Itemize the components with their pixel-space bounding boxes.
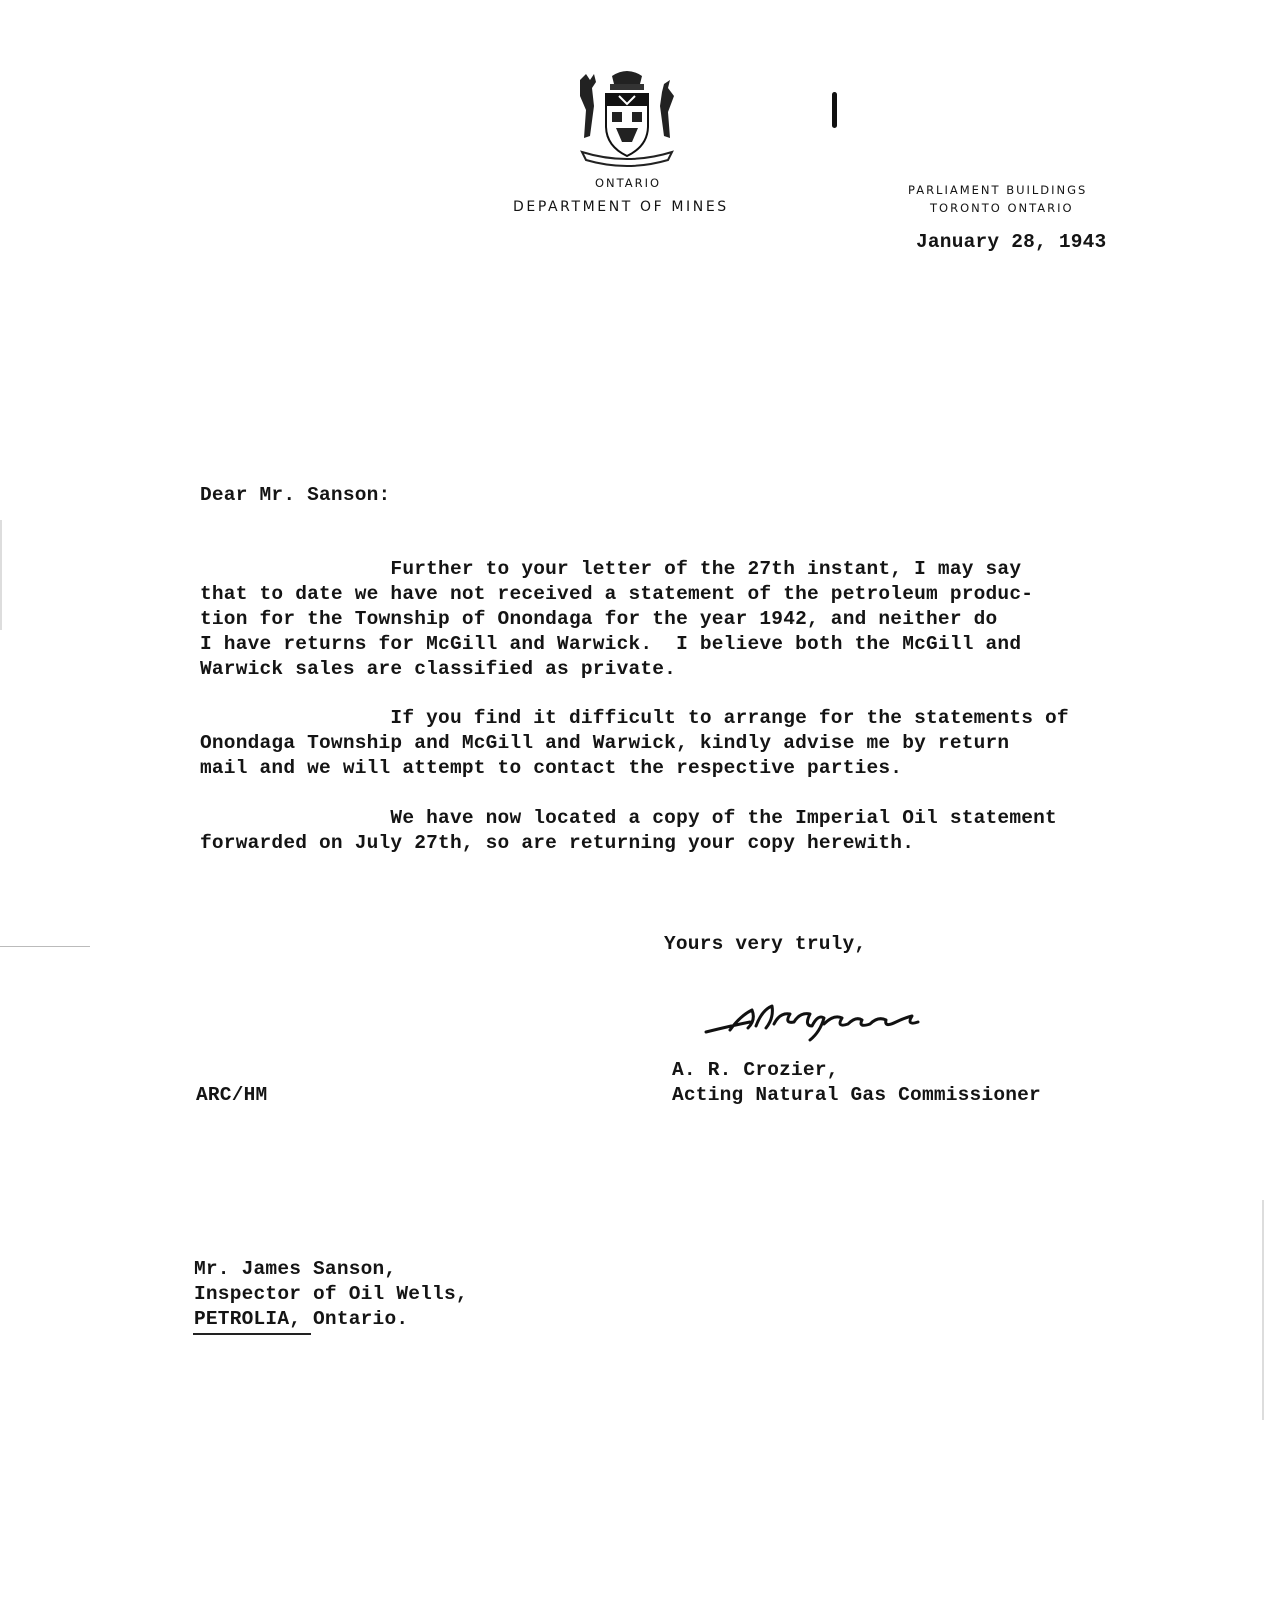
recipient-city: PETROLIA, — [194, 1308, 302, 1330]
body-line: Warwick sales are classified as private. — [200, 658, 677, 680]
body-line: We have now located a copy of the Imperial Oil statement — [200, 807, 1057, 829]
body-paragraph-3 — [200, 806, 1110, 856]
recipient-line-3 — [194, 1307, 408, 1332]
body-line: forwarded on July 27th, so are returning your copy herewith. — [200, 832, 915, 854]
body-line: Further to your letter of the 27th instant, I may say — [200, 558, 1022, 580]
province-label: ONTARIO — [595, 176, 662, 190]
recipient-line-1: Mr. James Sanson, — [194, 1258, 397, 1280]
signer-name: A. R. Crozier, — [672, 1059, 839, 1081]
department-label: DEPARTMENT OF MINES — [513, 199, 729, 215]
city-underline — [193, 1333, 311, 1335]
recipient-province: Ontario. — [301, 1308, 409, 1330]
closing: Yours very truly, — [664, 933, 867, 955]
scan-artifact — [0, 520, 2, 630]
body-line: tion for the Township of Onondaga for the year 1942, and neither do — [200, 608, 998, 630]
signer-title: Acting Natural Gas Commissioner — [672, 1084, 1041, 1106]
body-line: If you find it difficult to arrange for the statements of — [200, 707, 1069, 729]
body-line: I have returns for McGill and Warwick. I believe both the McGill and — [200, 633, 1022, 655]
reference-initials: ARC/HM — [196, 1084, 268, 1106]
salutation: Dear Mr. Sanson: — [200, 484, 391, 506]
body-line: Onondaga Township and McGill and Warwick, kindly advise me by return — [200, 732, 1010, 754]
address-line-2: TORONTO ONTARIO — [930, 201, 1074, 215]
ink-mark — [832, 92, 837, 128]
body-paragraph-1 — [200, 557, 1110, 682]
body-line: mail and we will attempt to contact the respective parties. — [200, 757, 903, 779]
recipient-line-2: Inspector of Oil Wells, — [194, 1283, 468, 1305]
body-paragraph-2 — [200, 706, 1110, 781]
address-line-1: PARLIAMENT BUILDINGS — [908, 183, 1088, 197]
ontario-coat-of-arms-icon — [572, 66, 682, 176]
body-line: that to date we have not received a statement of the petroleum produc- — [200, 583, 1034, 605]
letter-date: January 28, 1943 — [916, 231, 1107, 253]
scan-artifact — [0, 946, 90, 947]
scan-artifact — [1262, 1200, 1264, 1420]
signature-image — [700, 996, 940, 1046]
